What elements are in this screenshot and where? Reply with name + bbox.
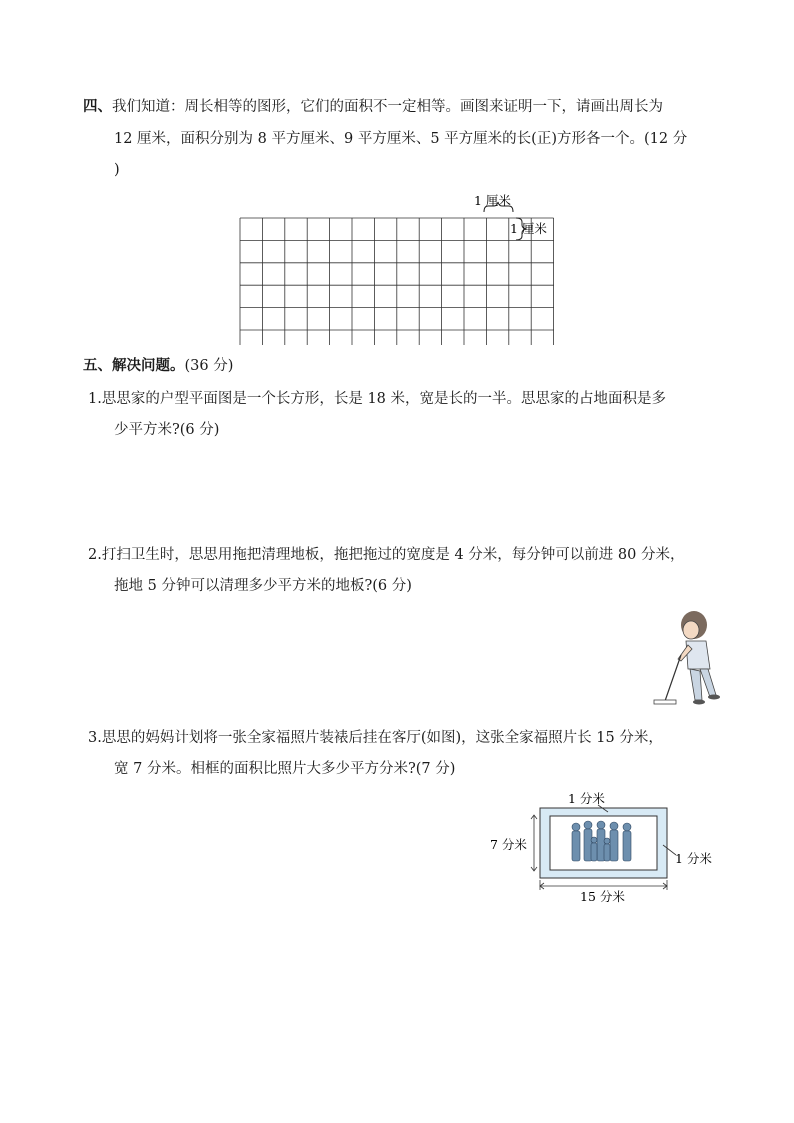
left-leg xyxy=(690,669,702,700)
grid-lines xyxy=(240,218,554,345)
mopping-girl-illustration xyxy=(650,605,725,710)
right-leg xyxy=(700,669,716,697)
section4-label: 四、 xyxy=(83,98,112,115)
q1-line1: 1.思思家的户型平面图是一个长方形，长是 18 米，宽是长的一半。思思家的占地面积是多 xyxy=(88,391,666,407)
q3-line1: 3.思思的妈妈计划将一张全家福照片装裱后挂在客厅(如图)，这张全家福照片长 15 分米， xyxy=(88,730,663,746)
section5-score: (36 分) xyxy=(184,358,234,374)
mop-head xyxy=(654,700,676,704)
section5-label: 五、 xyxy=(83,357,112,374)
label-right: 1 分米 xyxy=(675,851,712,866)
section4-line3: ) xyxy=(114,162,120,178)
face xyxy=(683,621,699,639)
section5-heading xyxy=(83,356,233,376)
label-left: 7 分米 xyxy=(490,837,527,852)
grid-figure xyxy=(230,190,570,345)
mop-handle xyxy=(665,655,681,701)
unit-top-label: 1 厘米 xyxy=(474,193,511,208)
shirt xyxy=(686,641,710,669)
q3-line2: 宽 7 分米。相框的面积比照片大多少平方分米?(7 分) xyxy=(114,761,456,777)
label-bottom: 15 分米 xyxy=(580,889,625,904)
q2-line2: 拖地 5 分钟可以清理多少平方米的地板?(6 分) xyxy=(114,578,412,594)
right-shoe xyxy=(708,695,720,700)
q2-line1: 2.打扫卫生时，思思用拖把清理地板，拖把拖过的宽度是 4 分米，每分钟可以前进 80 分米， xyxy=(88,547,685,563)
section4-text-line1 xyxy=(83,97,663,117)
q1-line2: 少平方米?(6 分) xyxy=(114,422,220,438)
left-shoe xyxy=(693,700,705,705)
label-top: 1 分米 xyxy=(568,791,605,806)
unit-side-label: 1 厘米 xyxy=(510,221,547,236)
section4-line1: 我们知道：周长相等的图形，它们的面积不一定相等。画图来证明一下，请画出周长为 xyxy=(112,99,663,115)
photo-frame-figure xyxy=(480,785,730,910)
section4-line2: 12 厘米，面积分别为 8 平方厘米、9 平方厘米、5 平方厘米的长(正)方形各一个。(12 分 xyxy=(114,131,688,147)
section5-title: 解决问题。 xyxy=(112,357,185,374)
